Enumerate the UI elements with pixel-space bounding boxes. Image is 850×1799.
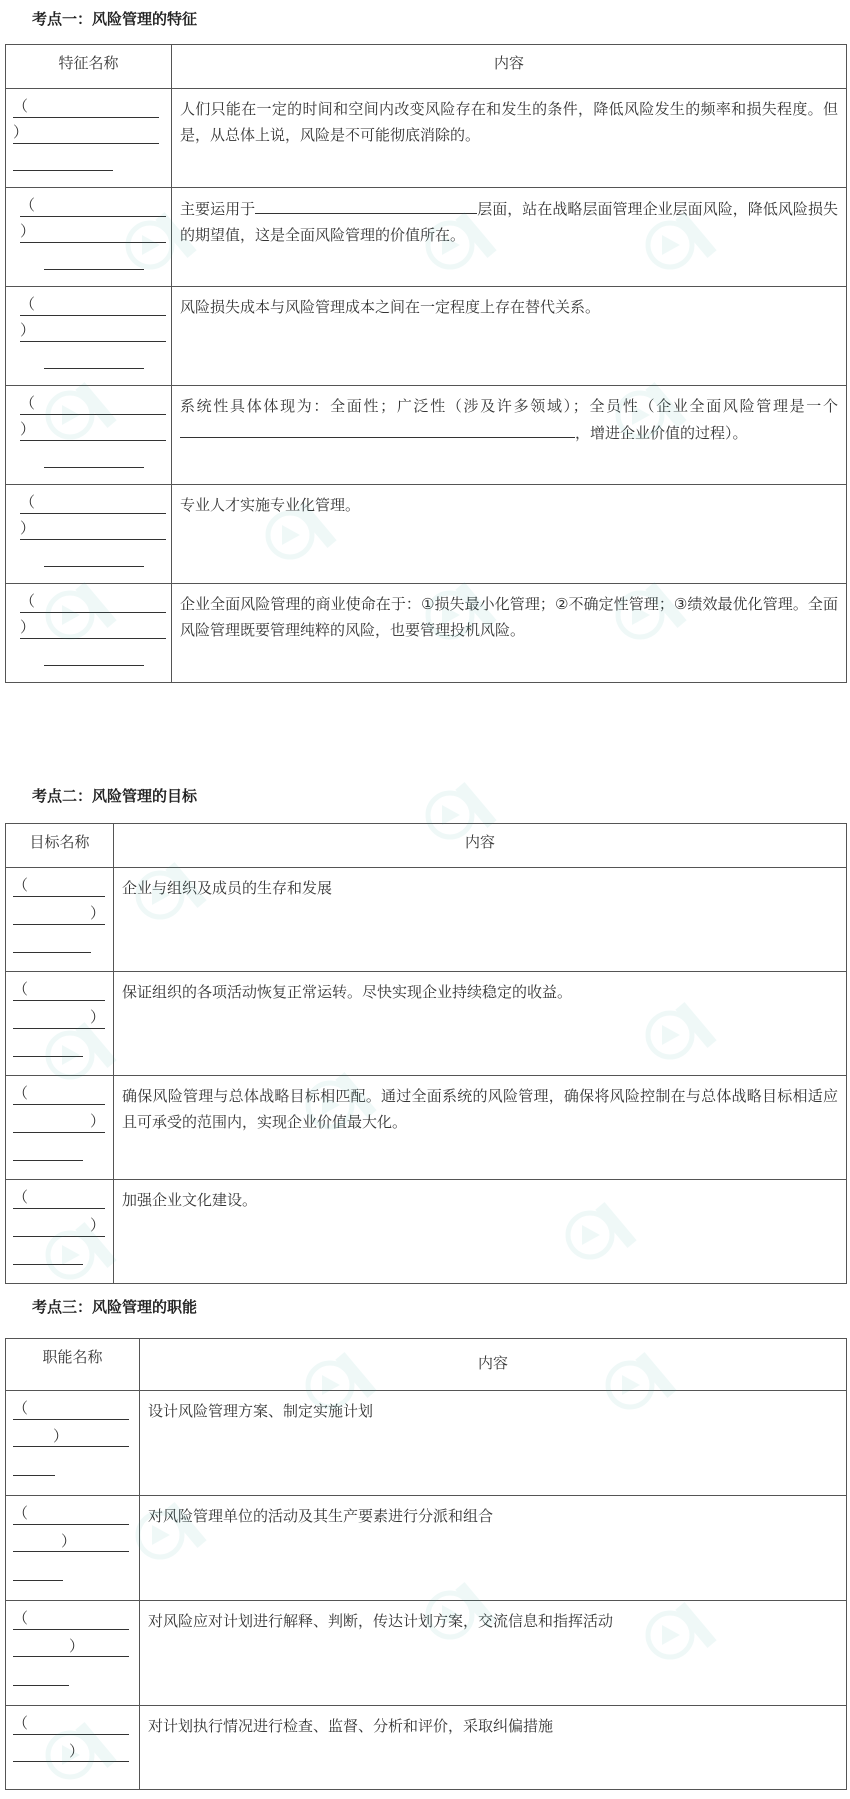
blank-cell[interactable]: （ ）: [6, 868, 114, 972]
table-row-content: 加强企业文化建设。: [114, 1180, 847, 1284]
column-header-content: 内容: [140, 1339, 847, 1391]
table-row-content: 主要运用于 层面，站在战略层面管理企业层面风险，降低风险损失的期望值，这是全面风险管理的价值所在。: [172, 188, 847, 287]
blank-cell[interactable]: （ ）: [6, 1180, 114, 1284]
blank-cell[interactable]: （ ）: [6, 485, 172, 584]
section-heading-3: 考点三：风险管理的职能: [32, 1298, 198, 1316]
table-row-content: 企业与组织及成员的生存和发展: [114, 868, 847, 972]
blank-cell[interactable]: （ ）: [6, 1076, 114, 1180]
blank-cell[interactable]: （ ）: [6, 1601, 140, 1706]
table-row-content: 确保风险管理与总体战略目标相匹配。通过全面系统的风险管理，确保将风险控制在与总体战略目标相适应且可承受的范围内，实现企业价值最大化。: [114, 1076, 847, 1180]
blank-cell[interactable]: （ ）: [6, 972, 114, 1076]
table-row-content: 系统性具体体现为：全面性；广泛性（涉及许多领域）；全员性（企业全面风险管理是一个，增进企业价值的过程）。: [172, 386, 847, 485]
table-row-content: 专业人才实施专业化管理。: [172, 485, 847, 584]
blank-cell[interactable]: （ ）: [6, 386, 172, 485]
blank-cell[interactable]: （ ）: [6, 584, 172, 683]
fill-blank-underline[interactable]: [255, 195, 477, 214]
section-heading-1: 考点一：风险管理的特征: [32, 10, 198, 28]
blank-cell[interactable]: （ ）: [6, 89, 172, 188]
table-row-content: 对计划执行情况进行检查、监督、分析和评价，采取纠偏措施: [140, 1706, 847, 1790]
blank-cell[interactable]: （ ）: [6, 1706, 140, 1790]
features-table: [5, 44, 847, 683]
table-row-content: 风险损失成本与风险管理成本之间在一定程度上存在替代关系。: [172, 287, 847, 386]
blank-cell[interactable]: （ ）: [6, 188, 172, 287]
objectives-table: [5, 823, 847, 1284]
functions-table: [5, 1338, 847, 1790]
column-header-name: 目标名称: [6, 824, 114, 868]
fill-blank-underline[interactable]: [180, 419, 575, 438]
blank-cell[interactable]: （ ）: [6, 1391, 140, 1496]
table-row-content: 保证组织的各项活动恢复正常运转。尽快实现企业持续稳定的收益。: [114, 972, 847, 1076]
table-row-content: 人们只能在一定的时间和空间内改变风险存在和发生的条件，降低风险发生的频率和损失程度。但是，从总体上说，风险是不可能彻底消除的。: [172, 89, 847, 188]
table-row-content: 设计风险管理方案、制定实施计划: [140, 1391, 847, 1496]
column-header-name: 职能名称: [6, 1339, 140, 1391]
table-row-content: 对风险管理单位的活动及其生产要素进行分派和组合: [140, 1496, 847, 1601]
table-row-content: 企业全面风险管理的商业使命在于：①损失最小化管理；②不确定性管理；③绩效最优化管理。全面风险管理既要管理纯粹的风险，也要管理投机风险。: [172, 584, 847, 683]
table-row-content: 对风险应对计划进行解释、判断，传达计划方案，交流信息和指挥活动: [140, 1601, 847, 1706]
column-header-content: 内容: [172, 45, 847, 89]
column-header-name: 特征名称: [6, 45, 172, 89]
column-header-content: 内容: [114, 824, 847, 868]
blank-cell[interactable]: （ ）: [6, 287, 172, 386]
blank-cell[interactable]: （ ）: [6, 1496, 140, 1601]
section-heading-2: 考点二：风险管理的目标: [32, 787, 198, 805]
